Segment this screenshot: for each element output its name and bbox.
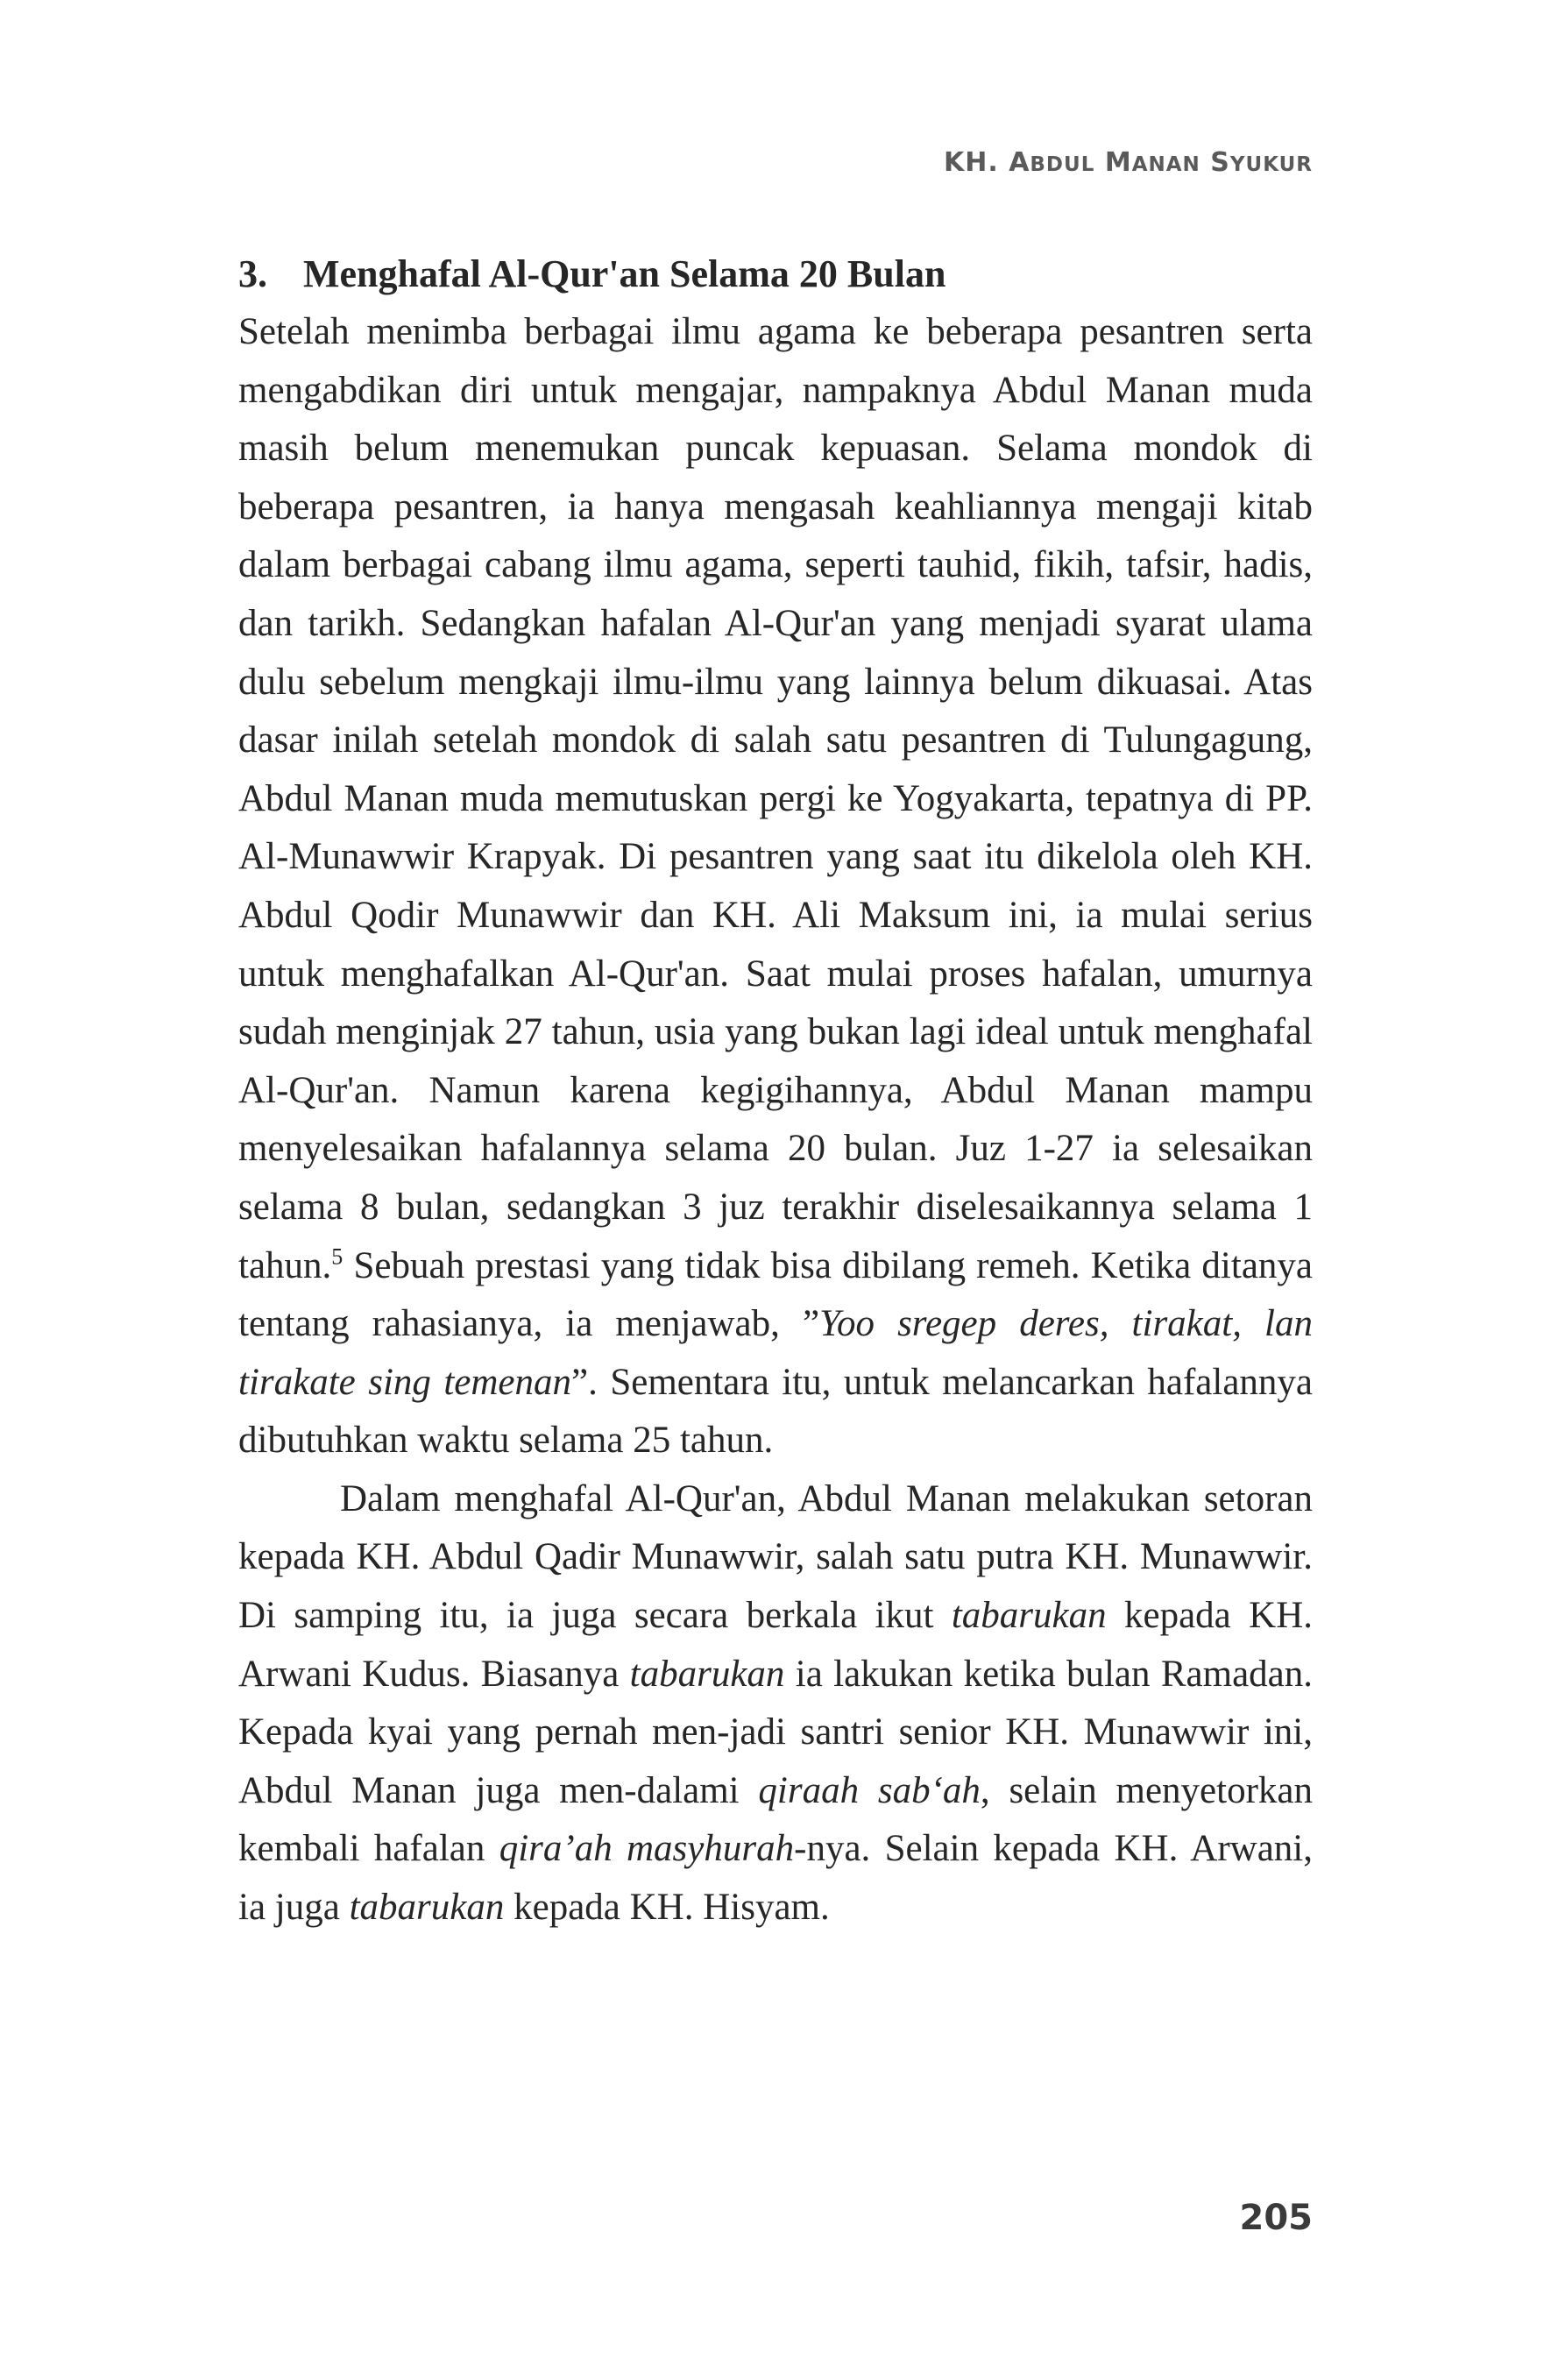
paragraph-1-text-c: ”. Sementara itu, untuk melancarkan hafalannya dibutuhkan waktu selama 25 tahun. [238, 1361, 1313, 1462]
running-head-abdul-rest: BDUL [1030, 153, 1095, 176]
section-heading [238, 245, 1313, 303]
footnote-reference[interactable]: 5 [331, 1243, 343, 1270]
italic-term-qiraah-sabah: qiraah sab‘ah [758, 1769, 981, 1811]
running-head-syukur-rest: YUKUR [1229, 153, 1313, 176]
paragraph-2-text-5: -nya. Selain kepada KH. Arwani, ia juga [238, 1828, 1313, 1929]
paragraph-2 [238, 1470, 1313, 1937]
quote-italic: Yoo sregep deres, tirakat, lan tirakate sing temenan [238, 1303, 1313, 1403]
paragraph-2-text-3: ia lakukan ketika bulan Ramadan. Kepada kyai yang pernah men-jadi santri senior KH. Munawwir ini, Abdul Manan juga men-dalami [238, 1653, 1313, 1811]
italic-term-tabarukan-1: tabarukan [951, 1595, 1107, 1637]
running-head-syukur-initial: S [1210, 147, 1230, 178]
paragraph-1 [238, 303, 1313, 1470]
italic-term-tabarukan-3: tabarukan [349, 1887, 505, 1929]
running-head-abdul-initial: A [1009, 147, 1030, 178]
italic-term-tabarukan-2: tabarukan [629, 1653, 785, 1695]
paragraph-1-text-b: Sebuah prestasi yang tidak bisa dibilang remeh. Ketika ditanya tentang rahasianya, ia menjawab, ” [238, 1244, 1313, 1345]
paragraph-2-text-4: , selain menyetorkan kembali hafalan [238, 1769, 1313, 1870]
running-head-manan-rest: ANAN [1131, 153, 1200, 176]
paragraph-2-text-2: kepada KH. Arwani Kudus. Biasanya [238, 1595, 1313, 1695]
page-number: 205 [1239, 2198, 1313, 2238]
paragraph-1-text-a: Setelah menimba berbagai ilmu agama ke beberapa pesantren serta mengabdikan diri untuk mengajar, nampaknya Abdul Manan muda masih belum menemukan puncak kepuasan. Selama mondok di beberapa pesantren, ia hanya mengasah keahliannya mengaji kitab dalam berbagai cabang ilmu agama, seperti tauhid, fikih, tafsir, hadis, dan tarikh. Sedangkan hafalan Al-Qur'an yang menjadi syarat ulama dulu sebelum mengkaji ilmu-ilmu yang lainnya belum dikuasai. Atas dasar inilah setelah mondok di salah satu pesantren di Tulungagung, Abdul Manan muda memutuskan pergi ke Yogyakarta, tepatnya di PP. Al-Munawwir Krapyak. Di pesantren yang saat itu dikelola oleh KH. Abdul Qodir Munawwir dan KH. Ali Maksum ini, ia mulai serius untuk menghafalkan Al-Qur'an. Saat mulai proses hafalan, umurnya sudah menginjak 27 tahun, usia yang bukan lagi ideal untuk menghafal Al-Qur'an. Namun karena kegigihannya, Abdul Manan mampu menyelesaikan hafalannya selama 20 bulan. Juz 1-27 ia selesaikan selama 8 bulan, sedangkan 3 juz terakhir diselesaikannya selama 1 tahun. [238, 311, 1313, 1286]
paragraph-2-text-6: kepada KH. Hisyam. [504, 1887, 830, 1929]
section-number: 3. [238, 252, 267, 295]
page-content [238, 245, 1313, 1937]
paragraph-2-text-1: Dalam menghafal Al-Qur'an, Abdul Manan melakukan setoran kepada KH. Abdul Qadir Munawwir, salah satu putra KH. Munawwir. Di samping itu, ia juga secara berkala ikut [238, 1477, 1313, 1637]
italic-term-qiraah-masyhurah: qira’ah masyhurah [499, 1828, 795, 1870]
running-head-kh: KH. [943, 147, 999, 178]
section-title: Menghafal Al-Qur'an Selama 20 Bulan [303, 252, 946, 295]
running-head-manan-initial: M [1104, 147, 1132, 178]
running-head [238, 147, 1313, 178]
